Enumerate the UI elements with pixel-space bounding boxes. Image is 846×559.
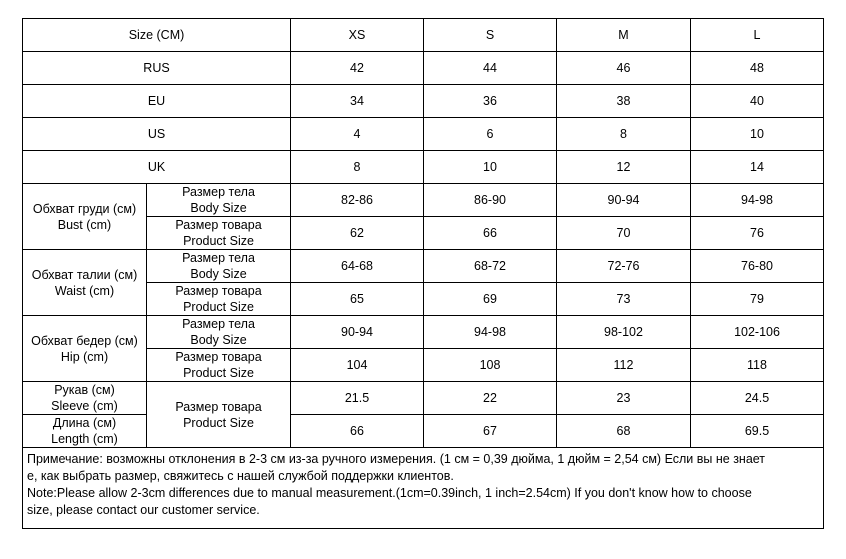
label-en: Bust (cm) [57,217,112,232]
table-cell: 70 [557,217,691,250]
table-cell: 82-86 [291,184,424,217]
label-en: Sleeve (cm) [51,399,118,413]
table-cell: 34 [291,85,424,118]
region-label-uk: UK [23,151,291,184]
sublabel-product-size [147,349,291,382]
measurement-label-hip [23,316,147,382]
table-cell: 44 [424,52,557,85]
note-row [23,448,824,529]
size-header-s: S [424,19,557,52]
table-cell: 8 [557,118,691,151]
table-cell: 22 [424,382,557,415]
note-ru-line-1: Примечание: возможны отклонения в 2-3 см из-за ручного измерения. (1 см = 0,39 дюйма, 1 дюйм = 2,54 см) Если вы не знает [27,452,766,466]
label-en: Hip (cm) [60,349,109,364]
sublabel-en: Body Size [190,267,247,281]
region-label-rus: RUS [23,52,291,85]
size-header-m: M [557,19,691,52]
sublabel-en: Product Size [183,300,254,314]
table-cell: 67 [424,415,557,448]
table-row [23,52,824,85]
note-en-line-1: Note:Please allow 2-3cm differences due to manual measurement.(1cm=0.39inch, 1 inch=2.54cm) If you don't know how to choose [27,486,752,500]
table-row [23,85,824,118]
table-cell: 69 [424,283,557,316]
table-cell: 102-106 [691,316,824,349]
table-cell: 76-80 [691,250,824,283]
sublabel-ru: Размер тела [182,185,255,199]
table-cell: 94-98 [424,316,557,349]
table-cell: 10 [424,151,557,184]
header-label: Size (CM) [23,19,291,52]
table-cell: 98-102 [557,316,691,349]
sublabel-body-size [147,316,291,349]
table-cell: 6 [424,118,557,151]
size-chart-table [22,18,824,529]
table-cell: 14 [691,151,824,184]
table-cell: 48 [691,52,824,85]
sublabel-ru: Размер тела [182,251,255,265]
sublabel-ru: Размер товара [175,284,262,298]
sublabel-en: Body Size [190,333,247,347]
table-cell: 112 [557,349,691,382]
label-en: Length (cm) [51,432,118,446]
measurement-note [23,448,824,529]
table-cell: 76 [691,217,824,250]
measurement-label-length [23,415,147,448]
table-cell: 68 [557,415,691,448]
table-cell: 10 [691,118,824,151]
sublabel-product-size [147,382,291,448]
table-cell: 94-98 [691,184,824,217]
sublabel-body-size [147,250,291,283]
sublabel-en: Product Size [183,234,254,248]
table-cell: 118 [691,349,824,382]
table-cell: 12 [557,151,691,184]
table-cell: 73 [557,283,691,316]
sublabel-product-size [147,283,291,316]
note-en-line-2: size, please contact our customer service. [27,503,260,517]
table-cell: 64-68 [291,250,424,283]
table-cell: 86-90 [424,184,557,217]
header-row [23,19,824,52]
sublabel-en: Body Size [190,201,247,215]
note-ru-line-2: е, как выбрать размер, свяжитесь с нашей службой поддержки клиентов. [27,469,454,483]
label-en: Waist (cm) [54,283,115,298]
table-row [23,382,824,415]
table-row [23,184,824,217]
table-row [23,316,824,349]
table-cell: 69.5 [691,415,824,448]
label-ru: Обхват груди (см) [32,201,137,216]
table-cell: 68-72 [424,250,557,283]
table-row [23,415,824,448]
table-cell: 90-94 [291,316,424,349]
table-cell: 65 [291,283,424,316]
region-label-eu: EU [23,85,291,118]
table-row [23,250,824,283]
table-cell: 46 [557,52,691,85]
table-cell: 108 [424,349,557,382]
table-cell: 104 [291,349,424,382]
table-cell: 21.5 [291,382,424,415]
measurement-label-sleeve [23,382,147,415]
table-cell: 90-94 [557,184,691,217]
sublabel-ru: Размер товара [175,350,262,364]
region-label-us: US [23,118,291,151]
sublabel-ru: Размер товара [175,218,262,232]
label-ru: Обхват талии (см) [31,267,138,282]
table-cell: 40 [691,85,824,118]
table-row [23,151,824,184]
table-cell: 23 [557,382,691,415]
label-ru: Обхват бедер (см) [31,333,138,348]
table-cell: 36 [424,85,557,118]
table-cell: 38 [557,85,691,118]
table-cell: 62 [291,217,424,250]
sublabel-en: Product Size [183,366,254,380]
sublabel-ru: Размер товара [175,399,262,414]
table-cell: 4 [291,118,424,151]
table-row [23,118,824,151]
size-header-xs: XS [291,19,424,52]
measurement-label-bust [23,184,147,250]
table-cell: 24.5 [691,382,824,415]
table-cell: 72-76 [557,250,691,283]
size-header-l: L [691,19,824,52]
sublabel-ru: Размер тела [182,317,255,331]
measurement-label-waist [23,250,147,316]
table-cell: 66 [424,217,557,250]
sublabel-body-size [147,184,291,217]
sublabel-en: Product Size [183,415,254,430]
table-cell: 79 [691,283,824,316]
label-ru: Длина (см) [52,416,117,430]
table-cell: 8 [291,151,424,184]
label-ru: Рукав (см) [54,383,115,397]
table-cell: 66 [291,415,424,448]
sublabel-product-size [147,217,291,250]
table-cell: 42 [291,52,424,85]
